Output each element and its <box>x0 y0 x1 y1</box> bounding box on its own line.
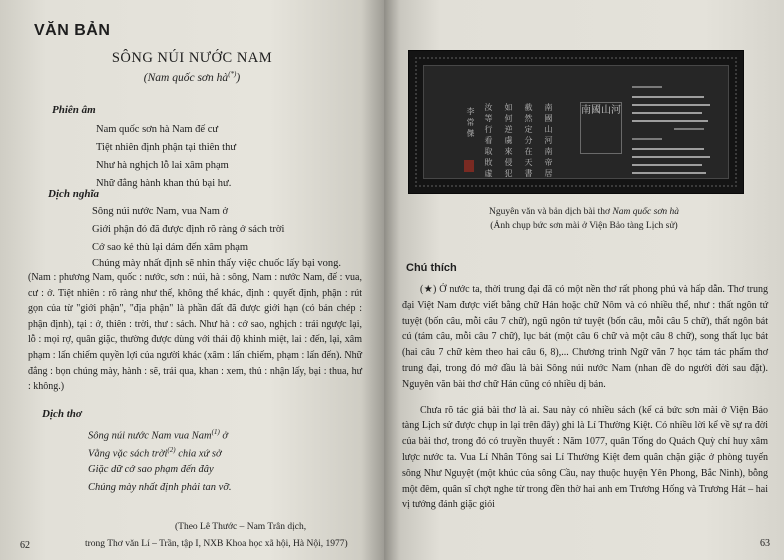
dich-nghia-line: Chúng mày nhất định sẽ nhìn thấy việc chuốc lấy bại vong. <box>92 258 342 269</box>
image-caption-source: (Ảnh chụp bức sơn mài ở Viện Bảo tàng Lịch sử) <box>490 221 678 231</box>
dich-tho-line-text: Vằng vặc sách trời <box>88 448 168 460</box>
translation-credit: (Theo Lê Thước – Nam Trân dịch, <box>175 522 307 532</box>
notes-heading: Chú thích <box>406 262 457 274</box>
translation-line-decor <box>632 148 704 150</box>
section-heading: VĂN BẢN <box>34 22 111 39</box>
translation-line-decor <box>632 156 710 158</box>
notes-body <box>402 282 768 513</box>
poem-title: SÔNG NÚI NƯỚC NAM <box>111 50 273 66</box>
image-caption-prefix: Nguyên văn và bản dịch bài thơ <box>488 207 613 217</box>
dich-nghia-line: Sông núi nước Nam, vua Nam ở <box>92 206 229 217</box>
dich-nghia-line: Giới phận đó đã được định rõ ràng ở sách trời <box>92 224 285 235</box>
dich-nghia-label: Dịch nghĩa <box>48 188 100 200</box>
source-credit: trong Thơ văn Lí – Trần, tập I, NXB Khoa học xã hội, Hà Nội, 1977) <box>85 539 348 549</box>
footnote-mark: (2) <box>167 446 176 454</box>
left-page <box>0 0 384 560</box>
translation-line-decor <box>632 96 704 98</box>
dich-tho-line-end: chia xứ sở <box>175 448 222 460</box>
translation-line-decor <box>632 104 710 106</box>
right-page <box>384 0 784 560</box>
dich-tho-line <box>88 428 228 442</box>
dich-tho-line-text: Sông núi nước Nam vua Nam <box>88 430 212 442</box>
han-glyph-column: 截然定分在天書 <box>524 103 533 178</box>
poem-subtitle <box>0 70 384 84</box>
han-glyph-column: 如何逆虜來侵犯 <box>504 103 513 178</box>
photo-panel <box>423 65 729 179</box>
translation-line-decor <box>632 120 708 122</box>
phien-am-line: Tiệt nhiên định phận tại thiên thư <box>96 142 237 153</box>
han-title-box: 南國山河 <box>580 102 622 154</box>
han-glyph-column: 汝等行看取敗虛 <box>484 103 493 178</box>
lacquer-painting-photo <box>408 50 744 194</box>
phien-am-line: Nhữ đẳng hành khan thủ bại hư. <box>96 178 232 189</box>
poem-subtitle-text: (Nam quốc sơn hà <box>143 71 229 84</box>
dich-tho-line: Giặc dữ cớ sao phạm đến đây <box>88 464 214 475</box>
dich-nghia-line: Cớ sao kẻ thù lại dám đến xâm phạm <box>92 242 249 253</box>
author-glyph-column: 李常傑 <box>466 107 475 138</box>
han-glyph-column: 南國山河南帝居 <box>544 103 553 178</box>
dich-tho-label: Dịch thơ <box>42 408 82 420</box>
phien-am-label: Phiên âm <box>52 104 96 116</box>
translation-line-decor <box>632 112 702 114</box>
image-caption <box>384 207 784 217</box>
word-notes-text: (Nam : phương Nam, quốc : nước, sơn : núi, hà : sông, Nam : nước Nam, đế : vua, cư : ở. Tiệt nhiên : rõ ràng như thế, không thể khác, định : quyết định, phận : rút gọn của từ "giới phận", "địa phận" là phần đất đã được giới hạn (có bản chép : phận định), tại : ở, thiên : trời, thư : sách. Như hà : cớ sao, nghịch : trái ngược lại, lỗ : mọi rợ, quân giặc, thường được dùng với thái độ khinh miệt, lai : đến, lại, xâm phạm : lấn chiếm quyền lợi của người khác (xâm : lấn chiếm, phạm : lấn đến). Nhữ đẳng : bọn chúng mày, hành : sẽ, trải qua, khan : xem, thủ : nhận lấy, bại : thua, hư : không.) <box>28 272 362 393</box>
dich-tho-line-end: ở <box>219 430 229 442</box>
notes-paragraph: (★) Ở nước ta, thời trung đại đã có một nền thơ rất phong phú và hấp dẫn. Thơ trung đại Việt Nam được viết bằng chữ Hán hoặc chữ Nôm và có nhiều thể, như : thất ngôn tứ tuyệt (bốn câu, mỗi câu 7 chữ), ngũ ngôn tứ tuyệt (bốn câu, mỗi câu 5 chữ), thất ngôn bát cú (tám câu, mỗi câu 7 chữ), lục bát (một câu 6 chữ và một câu 8 chữ), song thất lục bát (hai câu 7 chữ kèm theo hai câu 6, 8),... Chương trình Ngữ văn 7 học tám tác phẩm thơ trung đại, trong đó mở đầu là bài Sông núi nước Nam (nhan đề do người đời sau đặt). Nguyên văn bài thơ chữ Hán cũng có nhiều dị bản. <box>402 284 768 390</box>
translation-line-decor <box>674 128 704 130</box>
footnote-mark: (1) <box>211 428 220 436</box>
dich-tho-line: Chúng mày nhất định phải tan vỡ. <box>88 482 232 493</box>
translation-line-decor <box>632 164 702 166</box>
translation-line-decor <box>632 86 662 88</box>
dich-tho-line <box>88 446 222 460</box>
translation-line-decor <box>632 138 662 140</box>
image-caption-title: Nam quốc sơn hà <box>612 207 680 217</box>
phien-am-line: Nam quốc sơn hà Nam đế cư <box>96 124 219 135</box>
translation-line-decor <box>632 172 706 174</box>
word-notes <box>28 270 362 395</box>
poem-subtitle-mark: (*) <box>228 70 237 78</box>
page-number: 62 <box>20 540 30 551</box>
notes-paragraph: Chưa rõ tác giả bài thơ là ai. Sau này có nhiều sách (kể cả bức sơn mài ở Viện Bảo tàng Lịch sử được chụp in lại trên đây) ghi là Lí Thường Kiệt. Có nhiều lời kể về sự ra đời của bài thơ, trong đó có truyền thuyết : Năm 1077, quân Tống do Quách Quỳ chỉ huy xâm lược nước ta. Vua Lí Nhân Tông sai Lí Thường Kiệt đem quân chặn giặc ở phòng tuyến sông Như Nguyệt (một khúc của sông Cầu, nay thuộc huyện Yên Phong, Bắc Ninh), bỗng một đêm, quân sĩ chợt nghe từ trong đền thờ hai anh em Trương Hống và Trương Hát – hai vị tướng đánh giặc giỏi <box>402 404 768 511</box>
poem-subtitle-end: ) <box>236 71 241 84</box>
seal-mark <box>464 160 474 172</box>
phien-am-line: Như hà nghịch lỗ lai xâm phạm <box>96 160 229 171</box>
page-number: 63 <box>760 538 770 549</box>
